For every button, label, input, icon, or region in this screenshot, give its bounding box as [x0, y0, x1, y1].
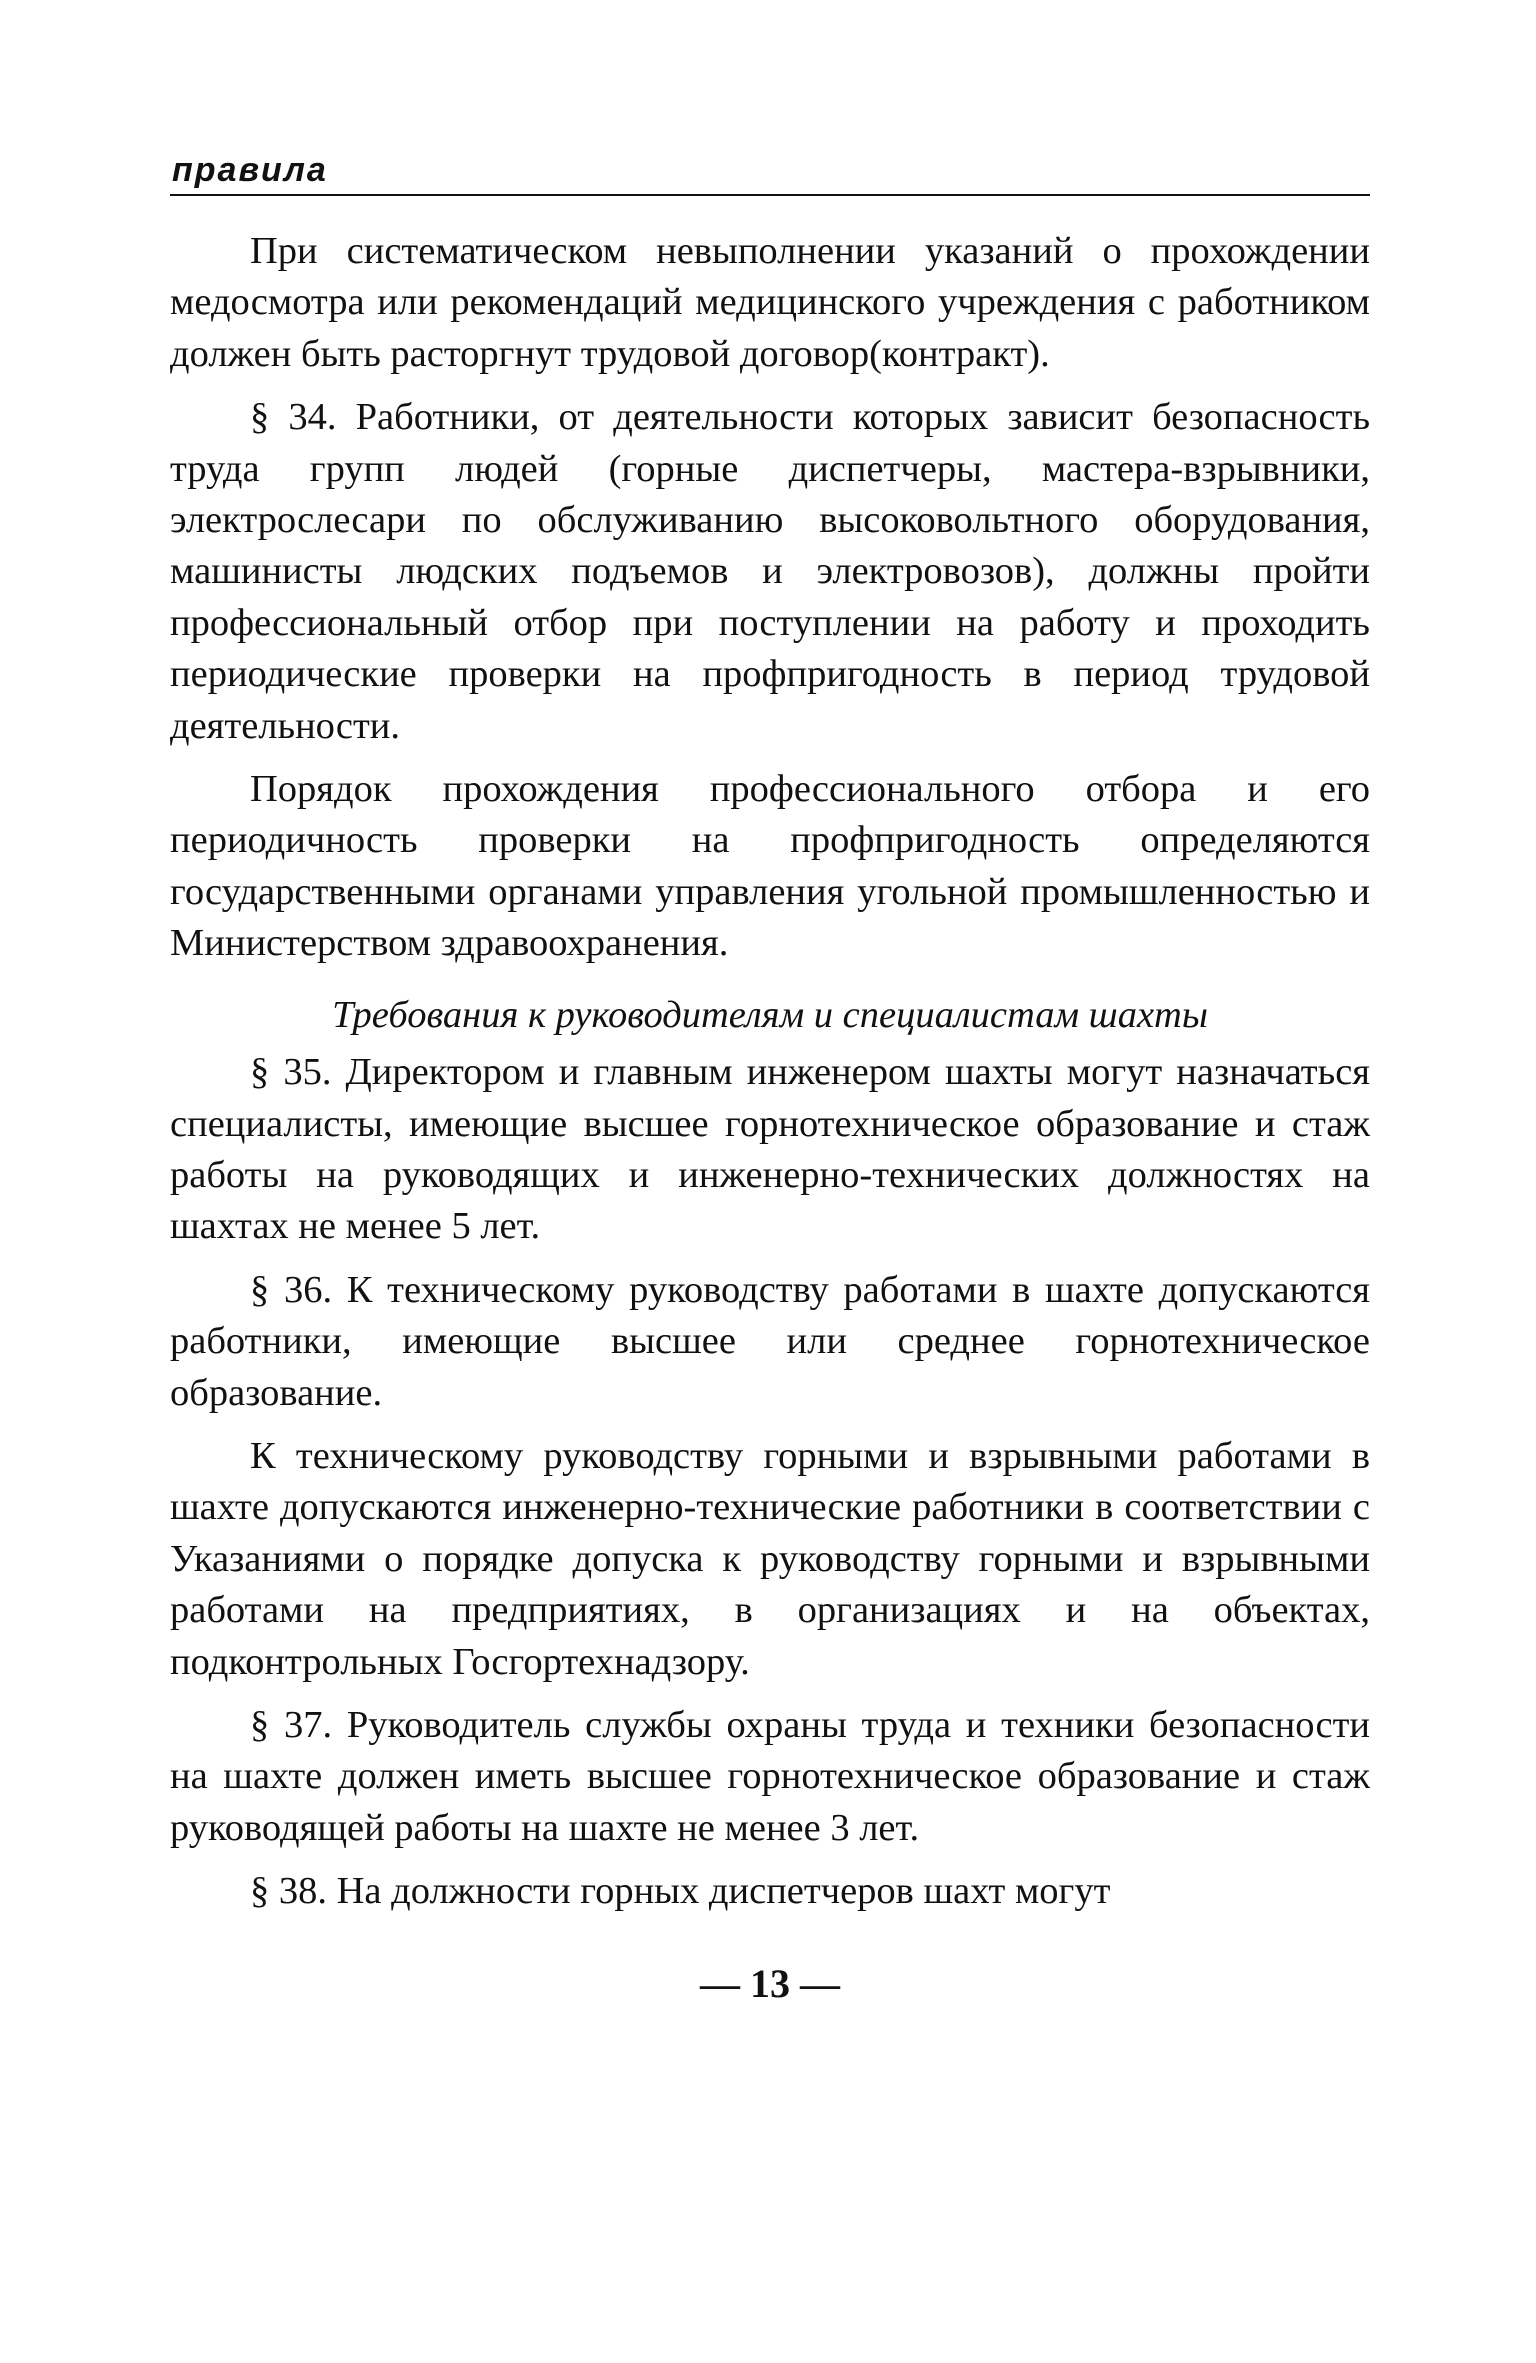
paragraph: § 37. Руководитель службы охраны труда и техники безопасности на шахте должен иметь высшее горнотехническое образование и стаж руководящей работы на шахте не менее 3 лет. — [170, 1703, 1370, 1849]
paragraph: Порядок прохождения профессионального отбора и его периодичность проверки на профпригодность определяются государственными органами управления угольной промышленностью и Министерством здравоохранения. — [170, 768, 1370, 965]
section-title: Требования к руководителям и специалистам шахты — [332, 993, 1208, 1036]
paragraph: § 36. К техническому руководству работами в шахте допускаются работники, имеющие высшее или среднее горнотехническое образование. — [170, 1268, 1370, 1414]
page-number: — 13 — — [700, 1960, 840, 2006]
body-text — [170, 226, 1370, 1918]
running-head: правила — [172, 151, 328, 189]
paragraph: § 35. Директором и главным инженером шахты могут назначаться специалисты, имеющие высшее горнотехническое образование и стаж работы на руководящих и инженерно-технических должностях на шахтах не менее 5 лет. — [170, 1051, 1370, 1248]
paragraph: К техническому руководству горными и взрывными работами в шахте допускаются инженерно-технические работники в соответствии с Указаниями о порядке допуска к руководству горными и взрывными работами на предприятиях, в организациях и на объектах, подконтрольных Госгортехнадзору. — [170, 1434, 1370, 1683]
document-page — [170, 150, 1370, 2250]
paragraph: § 38. На должности горных диспетчеров шахт могут — [250, 1870, 1111, 1913]
header-rule — [170, 194, 1370, 196]
paragraph: При систематическом невыполнении указаний о прохождении медосмотра или рекомендаций медицинского учреждения с работником должен быть расторгнут трудовой договор(контракт). — [170, 230, 1370, 375]
paragraph: § 34. Работники, от деятельности которых зависит безопасность труда групп людей (горные диспетчеры, мастера-взрывники, электрослесари по обслуживанию высоковольтного оборудования, машинисты людских подъемов и электровозов), должны пройти профессиональный отбор при поступлении на работу и проходить периодические проверки на профпригодность в период трудовой деятельности. — [170, 396, 1370, 747]
